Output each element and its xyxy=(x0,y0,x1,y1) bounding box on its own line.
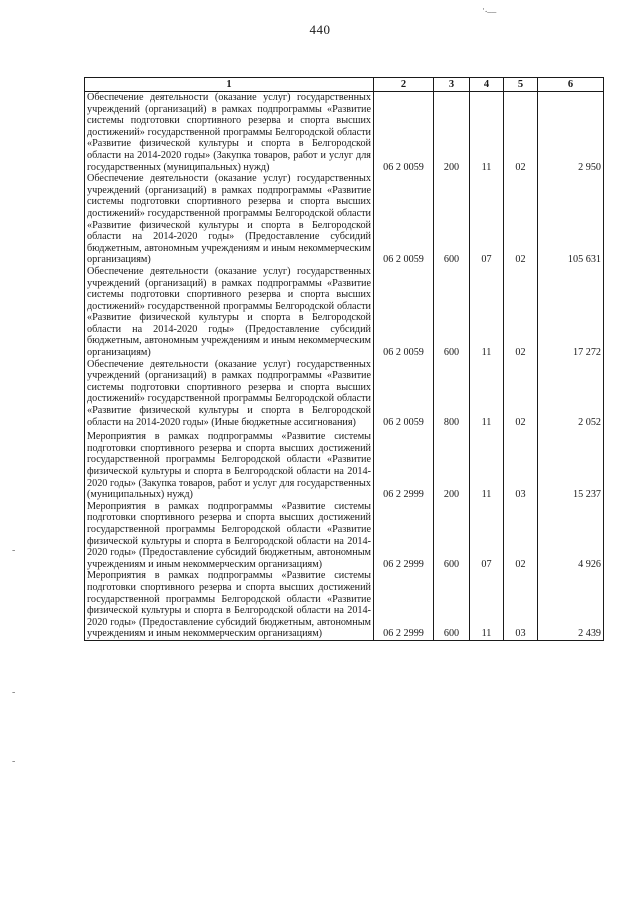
row-description: Обеспечение деятельности (оказание услуг) государственных учреждений (организаций) в рамках подпрограммы «Развитие системы подготовки спортивного резерва и спорта высших достижений» государственной программы Белгородской области «Развитие физической культуры и спорта в Белгородской области на 2014-2020 годы» (Закупка товаров, работ и услуг для государственных (муниципальных) нужд) xyxy=(85,92,374,174)
row-description: Обеспечение деятельности (оказание услуг) государственных учреждений (организаций) в рамках подпрограммы «Развитие системы подготовки спортивного резерва и спорта высших достижений» государственной программы Белгородской области «Развитие физической культуры и спорта в Белгородской области на 2014-2020 годы» (Предоставление субсидий бюджетным, автономным учреждениям и иным некоммерческим организациям) xyxy=(85,173,374,266)
amount: 2 950 xyxy=(538,92,604,174)
corner-mark: ·.__ xyxy=(482,4,497,14)
subsection-code: 02 xyxy=(504,266,538,359)
budget-table xyxy=(84,77,604,641)
table-row xyxy=(85,359,604,429)
target-article-code: 06 2 0059 xyxy=(374,266,434,359)
section-code: 11 xyxy=(470,570,504,640)
expense-type-code: 200 xyxy=(434,431,470,501)
subsection-code: 03 xyxy=(504,570,538,640)
target-article-code: 06 2 0059 xyxy=(374,359,434,429)
row-description: Мероприятия в рамках подпрограммы «Развитие системы подготовки спортивного резерва и спорта высших достижений государственной программы Белгородской области «Развитие физической культуры и спорта в Белгородской области на 2014-2020 годы» (Предоставление субсидий бюджетным, автономным учреждениям и иным некоммерческим организациям) xyxy=(85,570,374,640)
column-header: 3 xyxy=(434,78,470,92)
column-header: 6 xyxy=(538,78,604,92)
column-header: 2 xyxy=(374,78,434,92)
amount: 105 631 xyxy=(538,173,604,266)
target-article-code: 06 2 2999 xyxy=(374,501,434,571)
section-code: 11 xyxy=(470,431,504,501)
row-description: Обеспечение деятельности (оказание услуг) государственных учреждений (организаций) в рамках подпрограммы «Развитие системы подготовки спортивного резерва и спорта высших достижений» государственной программы Белгородской области «Развитие физической культуры и спорта в Белгородской области на 2014-2020 годы» (Иные бюджетные ассигнования) xyxy=(85,359,374,429)
table-row xyxy=(85,266,604,359)
column-header: 5 xyxy=(504,78,538,92)
expense-type-code: 600 xyxy=(434,570,470,640)
subsection-code: 02 xyxy=(504,92,538,174)
expense-type-code: 200 xyxy=(434,92,470,174)
section-code: 07 xyxy=(470,501,504,571)
target-article-code: 06 2 2999 xyxy=(374,570,434,640)
expense-type-code: 600 xyxy=(434,173,470,266)
margin-mark: - xyxy=(12,545,16,556)
margin-mark: - xyxy=(12,687,16,698)
table-row xyxy=(85,92,604,174)
row-description: Мероприятия в рамках подпрограммы «Развитие системы подготовки спортивного резерва и спорта высших достижений государственной программы Белгородской области «Развитие физической культуры и спорта в Белгородской области на 2014-2020 годы» (Предоставление субсидий бюджетным, автономным учреждениям и иным некоммерческим организациям) xyxy=(85,501,374,571)
amount: 2 052 xyxy=(538,359,604,429)
column-header: 4 xyxy=(470,78,504,92)
amount: 2 439 xyxy=(538,570,604,640)
section-code: 07 xyxy=(470,173,504,266)
table-row xyxy=(85,570,604,640)
subsection-code: 02 xyxy=(504,359,538,429)
table-header-row xyxy=(85,78,604,92)
section-code: 11 xyxy=(470,359,504,429)
subsection-code: 03 xyxy=(504,431,538,501)
section-code: 11 xyxy=(470,92,504,174)
table-row xyxy=(85,431,604,501)
table-row xyxy=(85,501,604,571)
expense-type-code: 600 xyxy=(434,266,470,359)
expense-type-code: 800 xyxy=(434,359,470,429)
target-article-code: 06 2 0059 xyxy=(374,173,434,266)
table-row xyxy=(85,173,604,266)
expense-type-code: 600 xyxy=(434,501,470,571)
row-description: Обеспечение деятельности (оказание услуг) государственных учреждений (организаций) в рамках подпрограммы «Развитие системы подготовки спортивного резерва и спорта высших достижений» государственной программы Белгородской области «Развитие физической культуры и спорта в Белгородской области на 2014-2020 годы» (Предоставление субсидий бюджетным, автономным учреждениям и иным некоммерческим организациям) xyxy=(85,266,374,359)
section-code: 11 xyxy=(470,266,504,359)
target-article-code: 06 2 0059 xyxy=(374,92,434,174)
page-number: 440 xyxy=(309,22,331,37)
column-header: 1 xyxy=(85,78,374,92)
amount: 15 237 xyxy=(538,431,604,501)
target-article-code: 06 2 2999 xyxy=(374,431,434,501)
margin-mark: - xyxy=(12,756,16,767)
amount: 17 272 xyxy=(538,266,604,359)
amount: 4 926 xyxy=(538,501,604,571)
subsection-code: 02 xyxy=(504,501,538,571)
subsection-code: 02 xyxy=(504,173,538,266)
row-description: Мероприятия в рамках подпрограммы «Развитие системы подготовки спортивного резерва и спорта высших достижений государственной программы Белгородской области «Развитие физической культуры и спорта в Белгородской области на 2014-2020 годы» (Закупка товаров, работ и услуг для государственных (муниципальных) нужд) xyxy=(85,431,374,501)
